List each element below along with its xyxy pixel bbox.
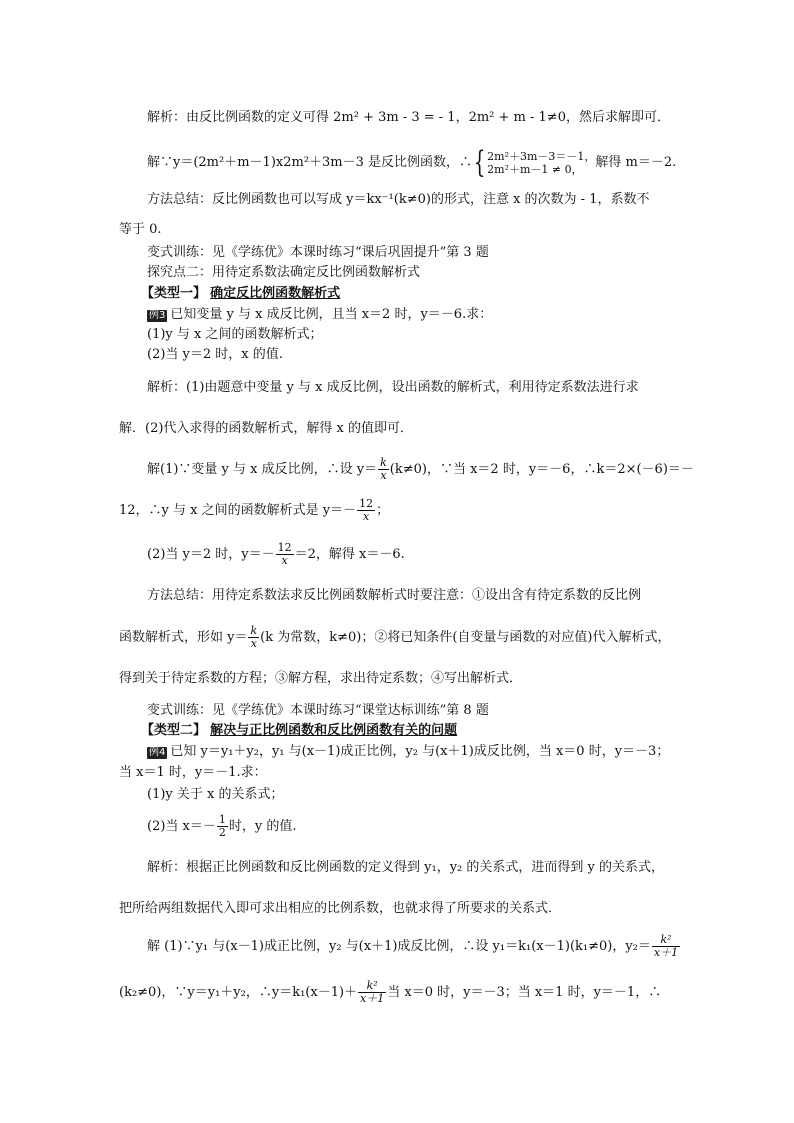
- example-4-statement: [147, 743, 794, 761]
- text: 等于 0.: [119, 222, 162, 237]
- fraction: [276, 542, 294, 567]
- text: 当 x＝1 时，y＝－1.求：: [119, 765, 267, 780]
- example-3-analysis-cont: [119, 420, 794, 438]
- text: 把所给两组数据代入即可求出相应的比例系数，也就求得了所要求的关系式．: [119, 901, 562, 916]
- example-3-question-1: [147, 326, 794, 344]
- text: 方法总结：反比例函数也可以写成 y＝kx⁻¹(k≠0)的形式，注意 x 的次数为 - 1，系数不: [147, 192, 650, 207]
- text: 已知变量 y 与 x 成反比例，且当 x＝2 时，y＝－6.求：: [170, 307, 493, 322]
- denominator: x: [362, 510, 370, 523]
- example-3-question-2: [147, 346, 794, 364]
- example-4-question-1: [147, 786, 794, 804]
- text: ＝2，解得 x＝－6.: [294, 547, 405, 562]
- exploration-point-2: [147, 264, 794, 282]
- fraction: [358, 980, 386, 1005]
- variant-training-1: [147, 244, 794, 262]
- text: 解(1)∵变量 y 与 x 成反比例，∴设 y＝: [147, 462, 378, 477]
- analysis-paragraph-1: [147, 109, 794, 127]
- numerator: k: [380, 456, 387, 469]
- fraction: [378, 457, 389, 482]
- text: (1)y 与 x 之间的函数解析式；: [147, 327, 323, 342]
- fraction: [652, 934, 680, 959]
- equation: 2m²＋m－1 ≠ 0，: [487, 162, 583, 176]
- text: (2)当 x＝－: [147, 819, 216, 834]
- example-4-solution: [147, 932, 794, 962]
- example-3-analysis: [147, 379, 794, 397]
- text: 解析：(1)由题意中变量 y 与 x 成反比例，设出函数的解析式，利用待定系数法进行求: [147, 380, 639, 395]
- text: ；: [376, 503, 390, 518]
- text: (k≠0)，∵当 x＝2 时，y＝－6，∴k＝2×(－6)＝－: [389, 462, 694, 477]
- example-3-method-summary-end: [119, 670, 794, 688]
- example-3-method-summary: [147, 587, 794, 605]
- example-3-solution-1: [147, 455, 794, 485]
- text: 得到关于待定系数的方程；③解方程，求出待定系数；④写出解析式．: [119, 671, 523, 686]
- denominator: 2: [218, 826, 226, 839]
- text: 解析：由反比例函数的定义可得 2m² + 3m - 3 = - 1，2m² + m - 1≠0，然后求解即可．: [147, 110, 670, 125]
- denominator: x: [380, 469, 387, 482]
- type-1-heading: [141, 285, 794, 303]
- numerator: k²: [358, 980, 386, 993]
- numerator: k: [250, 624, 258, 637]
- text: (1)y 关于 x 的关系式；: [147, 787, 284, 802]
- example-4-analysis-cont: [119, 900, 794, 918]
- numerator: 1: [218, 813, 226, 826]
- type-tag: 【类型一】: [141, 286, 207, 301]
- text: 已知 y＝y₁＋y₂，y₁ 与(x－1)成正比例，y₂ 与(x＋1)成反比例，当 x＝0 时，y＝－3；: [170, 744, 670, 759]
- text: 解 (1)∵y₁ 与(x－1)成正比例，y₂ 与(x＋1)成反比例，∴设 y₁＝k₁(x－1)(k₁≠0)，y₂＝: [147, 939, 651, 954]
- denominator: x＋1: [653, 946, 679, 959]
- text: 探究点二：用待定系数法确定反比例函数解析式: [147, 265, 421, 280]
- type-tag: 【类型二】: [141, 723, 207, 738]
- text: 解析：根据正比例函数和反比例函数的定义得到 y₁，y₂ 的关系式，进而得到 y 的关系式，: [147, 860, 664, 875]
- text: 12，∴y 与 x 之间的函数解析式是 y＝－: [119, 503, 357, 518]
- example-4-solution-cont: [119, 978, 794, 1008]
- example-4-statement-cont: [119, 764, 794, 782]
- example-4-question-2: [147, 812, 794, 842]
- denominator: x: [250, 637, 257, 650]
- text: (k 为常数，k≠0)；②将已知条件(自变量与函数的对应值)代入解析式，: [260, 630, 671, 645]
- type-title: 确定反比例函数解析式: [210, 286, 341, 301]
- denominator: x: [281, 554, 288, 567]
- example-3-statement: [147, 306, 794, 324]
- type-title: 解决与正比例函数和反比例函数有关的问题: [210, 723, 458, 738]
- fraction: [357, 498, 375, 523]
- text: 函数解析式，形如 y＝: [119, 630, 248, 645]
- numerator: k²: [652, 934, 680, 947]
- denominator: x＋1: [360, 992, 385, 1005]
- method-summary-1-cont: [119, 221, 794, 239]
- text: 解∵y＝(2m²＋m－1)x2m²＋3m－3 是反比例函数，∴: [147, 155, 473, 170]
- text: 时，y 的值.: [228, 819, 297, 834]
- text: 变式训练：见《学练优》本课时练习“课堂达标训练”第 8 题: [147, 703, 489, 718]
- text: 解．(2)代入求得的函数解析式，解得 x 的值即可．: [119, 421, 414, 436]
- type-2-heading: [141, 722, 794, 740]
- method-summary-1: [147, 191, 794, 209]
- example-3-method-summary-cont: [119, 623, 794, 653]
- fraction: [217, 814, 228, 839]
- solution-line-1: [147, 146, 794, 180]
- example-3-solution-1-cont: [119, 496, 794, 526]
- text: 解得 m＝－2.: [595, 155, 677, 170]
- numerator: 12: [359, 497, 374, 510]
- text: 变式训练：见《学练优》本课时练习“课后巩固提升”第 3 题: [147, 245, 489, 260]
- brace: {: [473, 144, 486, 180]
- text: 当 x＝0 时，y＝－3；当 x＝1 时，y＝－1，∴: [387, 985, 662, 1000]
- example-badge: 例3: [149, 310, 166, 321]
- example-4-analysis: [147, 859, 794, 877]
- text: (2)当 y＝2 时，x 的值.: [147, 347, 283, 362]
- fraction: [248, 625, 259, 650]
- variant-training-2: [147, 702, 794, 720]
- numerator: 12: [277, 541, 292, 554]
- example-3-solution-2: [147, 540, 794, 570]
- text: 方法总结：用待定系数法求反比例函数解析式时要注意：①设出含有待定系数的反比例: [147, 588, 642, 603]
- text: (k₂≠0)，∵y＝y₁＋y₂，∴y＝k₁(x－1)＋: [119, 985, 358, 1000]
- text: (2)当 y＝2 时，y＝－: [147, 547, 275, 562]
- equation-system: [487, 150, 595, 176]
- equation: 2m²＋3m－3＝－1，: [487, 149, 596, 163]
- example-badge: 例4: [149, 747, 166, 758]
